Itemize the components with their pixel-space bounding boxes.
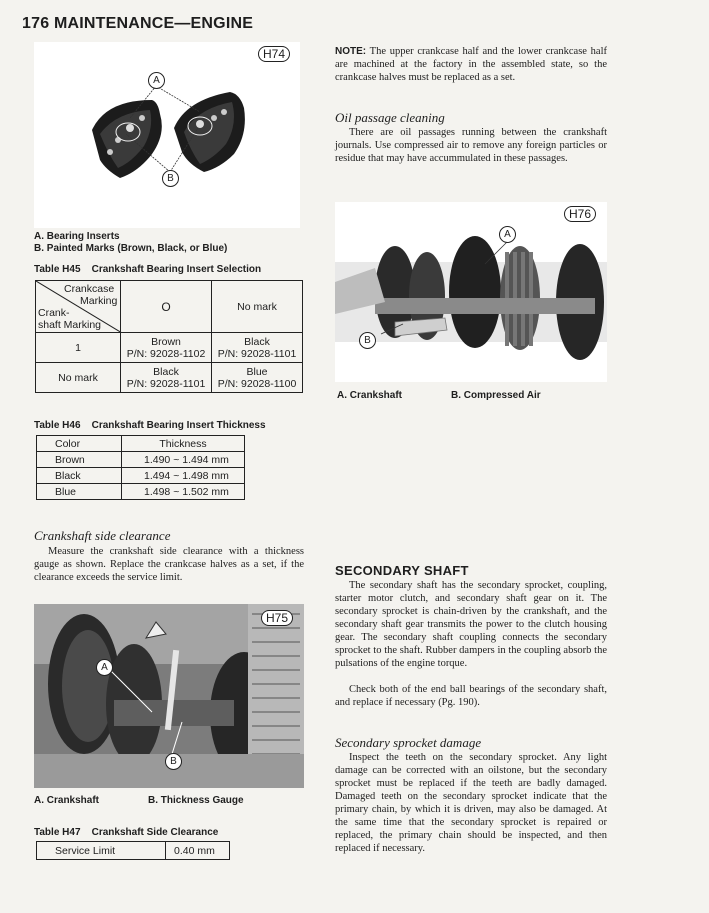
corner-marking: Marking [80, 295, 118, 307]
figure-caption: B. Compressed Air [451, 390, 541, 401]
figure-tag-h74: H74 [258, 46, 290, 62]
table-title: Table H46 Crankshaft Bearing Insert Thickness [34, 420, 266, 431]
note-label: NOTE: [335, 46, 367, 57]
body-text: There are oil passages running between the crankshaft journals. Use compressed air to remove any foreign particles or residue that may have accummulated in these passages. [335, 127, 607, 164]
body-text: Measure the crankshaft side clearance with a thickness gauge as shown. Replace the crankcase halves as a set, if the clearance exceeds the service limit. [34, 546, 304, 583]
figure-h74-photo [34, 42, 300, 228]
cell-part-number: P/N: 92028-1101 [217, 347, 297, 360]
page-title: 176 MAINTENANCE—ENGINE [22, 15, 254, 32]
bearing-selection-table [35, 280, 303, 393]
bearing-inserts-illustration [34, 42, 300, 228]
table-row [36, 363, 303, 393]
table-row [37, 452, 245, 468]
callout-b: B [165, 753, 182, 770]
figure-caption: A. Bearing Inserts [34, 231, 120, 242]
figure-h75-photo [34, 604, 304, 788]
figure-caption: B. Thickness Gauge [148, 795, 244, 806]
body-text: Inspect the teeth on the secondary sprocket. Any light damage can be corrected with an oilstone, but the secondary sprocket must be replaced if the teeth are badly damaged. Damaged teeth on the secondary sprocket indicate that the primary chain, by which it is driven, may also be damaged. At the same time that the secondary sprocket is repaired or replaced, the primary chain should be inspected, and then replaced if necessary. [335, 752, 607, 854]
callout-a: A [499, 226, 516, 243]
table-row [37, 484, 245, 500]
corner-shaft-marking: shaft Marking [38, 319, 102, 331]
note-body: The upper crankcase half and the lower crankcase half are machined at the factory in the assembled state, so the crankcase halves must be replaced as a set. [335, 46, 608, 83]
cell-color: Blue [246, 365, 268, 378]
side-clearance-table [36, 841, 230, 860]
table-cell [212, 363, 303, 393]
table-cell: Service Limit [37, 842, 166, 860]
cell-part-number: P/N: 92028-1101 [126, 377, 206, 390]
callout-a: A [96, 659, 113, 676]
corner-crankcase: Crankcase [64, 283, 115, 295]
figure-caption: B. Painted Marks (Brown, Black, or Blue) [34, 243, 228, 254]
row-label: No mark [36, 363, 121, 393]
row-label: 1 [36, 333, 121, 363]
figure-tag-h75: H75 [261, 610, 293, 626]
cell-color: Black [153, 365, 179, 378]
callout-a: A [148, 72, 165, 89]
table-row [36, 333, 303, 363]
figure-h76-photo [335, 202, 607, 382]
section-heading: Oil passage cleaning [335, 110, 445, 125]
callout-b: B [359, 332, 376, 349]
cell-part-number: P/N: 92028-1100 [217, 377, 297, 390]
column-header: Color [37, 436, 122, 452]
table-title: Table H47 Crankshaft Side Clearance [34, 827, 219, 838]
table-row [37, 842, 230, 860]
body-text: The secondary shaft has the secondary sprocket, coupling, starter motor clutch, and secondary shaft gear on it. The secondary sprocket is chain-driven by the crankshaft, and the secondary shaft gear transmits the power to the clutch housing gear. The secondary shaft coupling connects the secondary sprocket to the shaft. Rubber dampers in the coupling absorb the pulsations of the engine torque. [335, 580, 607, 669]
column-header: Thickness [122, 436, 245, 452]
figure-tag-h76: H76 [564, 206, 596, 222]
table-cell [121, 333, 212, 363]
table-cell: Blue [37, 484, 122, 500]
section-heading: Crankshaft side clearance [34, 528, 171, 543]
corner-crank: Crank- [38, 307, 70, 319]
cell-part-number: P/N: 92028-1102 [126, 347, 206, 360]
note-block [335, 45, 607, 84]
table-cell: 0.40 mm [166, 842, 230, 860]
section-heading: SECONDARY SHAFT [335, 563, 469, 578]
insert-thickness-table [36, 435, 245, 500]
compressed-air-illustration [335, 202, 607, 382]
table-cell: 1.490 ~ 1.494 mm [122, 452, 245, 468]
body-text: Check both of the end ball bearings of the secondary shaft, and replace if necessary (Pg. 190). [335, 684, 607, 708]
table-cell: Black [37, 468, 122, 484]
table-cell: 1.498 ~ 1.502 mm [122, 484, 245, 500]
table-cell: 1.494 ~ 1.498 mm [122, 468, 245, 484]
figure-caption: A. Crankshaft [337, 390, 403, 401]
column-header: No mark [212, 281, 303, 333]
table-row [37, 468, 245, 484]
callout-b: B [162, 170, 179, 187]
table-cell: Brown [37, 452, 122, 468]
section-heading: Secondary sprocket damage [335, 735, 482, 750]
table-corner-cell [36, 281, 121, 333]
table-cell [121, 363, 212, 393]
column-header: O [121, 281, 212, 333]
table-title: Table H45 Crankshaft Bearing Insert Selection [34, 264, 262, 275]
cell-color: Brown [151, 335, 181, 348]
cell-color: Black [244, 335, 270, 348]
figure-caption: A. Crankshaft [34, 795, 100, 806]
table-cell [212, 333, 303, 363]
